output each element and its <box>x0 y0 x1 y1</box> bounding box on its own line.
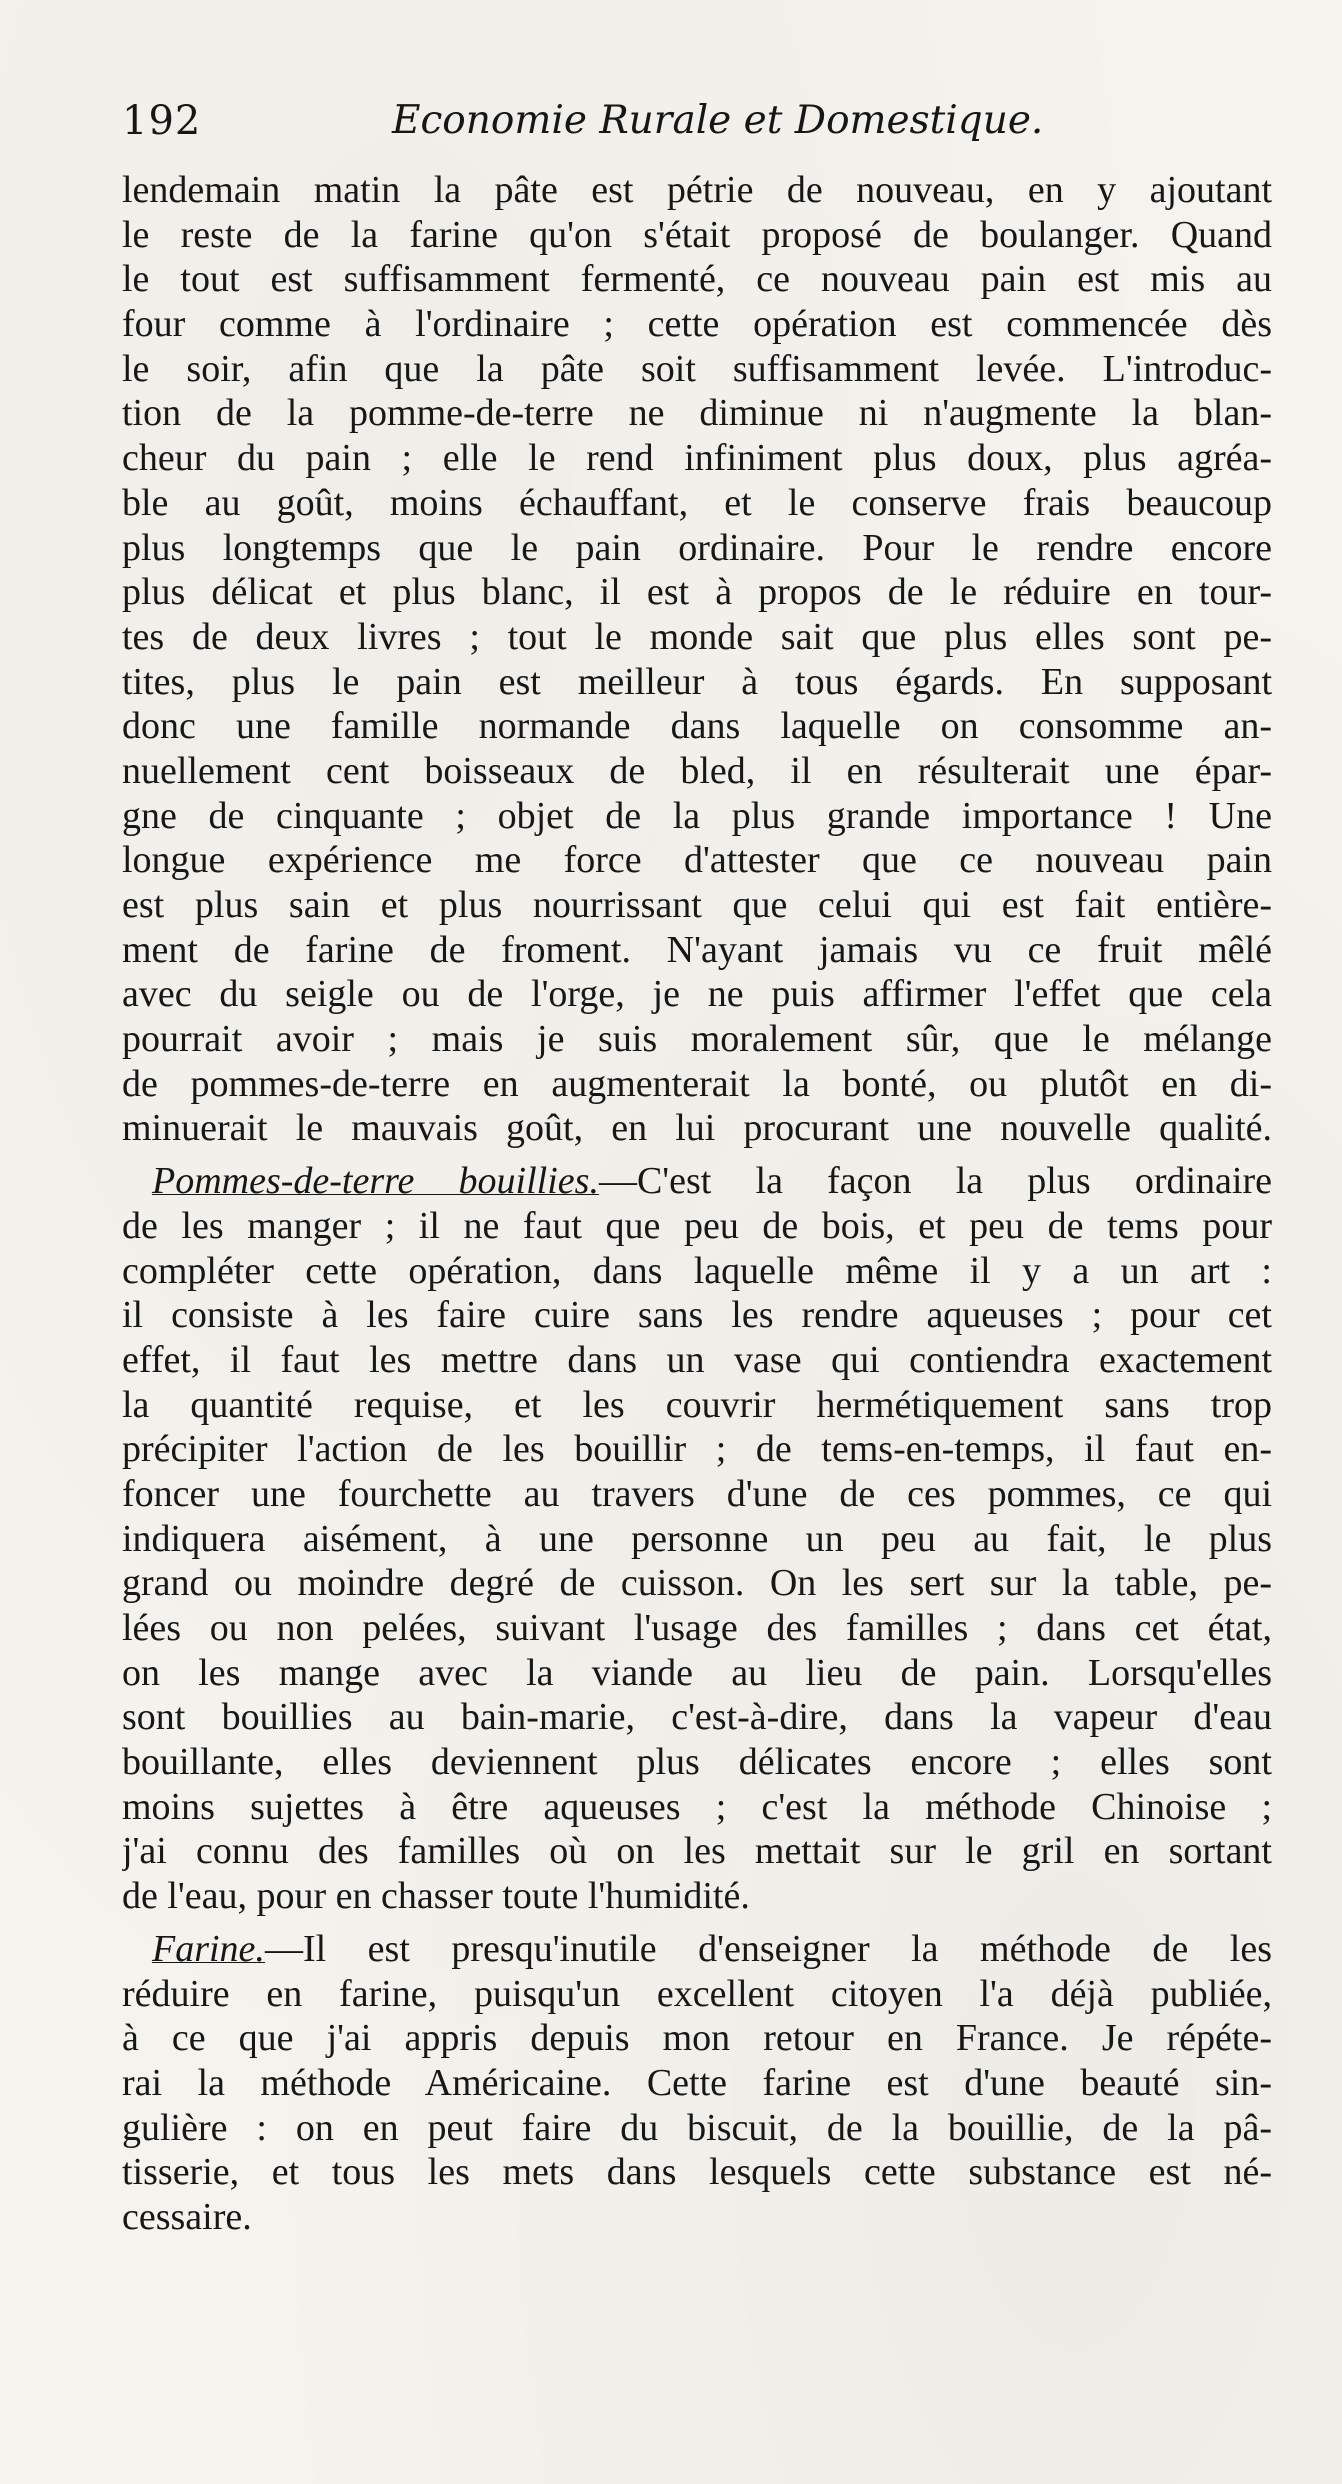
text-line: précipiter l'action de les bouillir ; de tems-en-temps, il faut en- <box>122 1428 1272 1471</box>
text-line: moins sujettes à être aqueuses ; c'est la méthode Chinoise ; <box>122 1785 1272 1828</box>
text-line: la quantité requise, et les couvrir hermétiquement sans trop <box>122 1383 1272 1426</box>
text-line: cessaire. <box>122 2195 252 2238</box>
text-run: —C'est la façon la plus ordinaire <box>598 1160 1272 1203</box>
text-line: grand ou moindre degré de cuisson. On les sert sur la table, pe- <box>122 1562 1272 1605</box>
text-line: gne de cinquante ; objet de la plus grande importance ! Une <box>122 794 1272 837</box>
text-line: pourrait avoir ; mais je suis moralement sûr, que le mélange <box>122 1018 1272 1061</box>
text-line: bouillante, elles deviennent plus délicates encore ; elles sont <box>122 1741 1272 1784</box>
text-line: donc une famille normande dans laquelle on consomme an- <box>122 705 1272 748</box>
paragraph-gap <box>122 1151 1272 1159</box>
text-line: est plus sain et plus nourrissant que celui qui est fait entière- <box>122 884 1272 926</box>
text-line: réduire en farine, puisqu'un excellent citoyen l'a déjà publiée, <box>122 1972 1272 2015</box>
text-line: on les mange avec la viande au lieu de pain. Lorsqu'elles <box>122 1651 1272 1694</box>
text-line <box>122 1927 1272 1972</box>
text-line: gulière : on en peut faire du biscuit, de la bouillie, de la pâ- <box>122 2106 1272 2149</box>
body-text <box>122 168 1272 2240</box>
text-line: foncer une fourchette au travers d'une de ces pommes, ce qui <box>122 1472 1272 1515</box>
text-run: —Il est presqu'inutile d'enseigner la méthode de les <box>264 1927 1272 1970</box>
text-line: le tout est suffisamment fermenté, ce nouveau pain est mis au <box>122 258 1272 301</box>
text-line <box>122 1159 1272 1204</box>
text-line: de les manger ; il ne faut que peu de bois, et peu de tems pour <box>122 1204 1272 1247</box>
section-heading-pommes-bouillies: Pommes-de-terre bouillies. <box>152 1160 599 1203</box>
text-line: le reste de la farine qu'on s'était proposé de boulanger. Quand <box>122 213 1272 256</box>
paragraph-gap <box>122 1919 1272 1927</box>
text-line: four comme à l'ordinaire ; cette opération est commencée dès <box>122 303 1272 346</box>
text-line: ble au goût, moins échauffant, et le conserve frais beaucoup <box>122 481 1272 524</box>
text-line: cheur du pain ; elle le rend infiniment plus doux, plus agréa- <box>122 437 1272 480</box>
text-line: indiquera aisément, à une personne un peu au fait, le plus <box>122 1517 1272 1560</box>
text-line: lées ou non pelées, suivant l'usage des familles ; dans cet état, <box>122 1607 1272 1649</box>
running-title: Economie Rurale et Domestique. <box>392 98 1044 143</box>
text-line: effet, il faut les mettre dans un vase qui contiendra exactement <box>122 1338 1272 1381</box>
text-line: lendemain matin la pâte est pétrie de nouveau, en y ajoutant <box>122 169 1272 211</box>
page-header <box>122 98 1272 158</box>
paragraph-bread-continuation <box>122 168 1272 1151</box>
text-line: tion de la pomme-de-terre ne diminue ni n'augmente la blan- <box>122 392 1272 435</box>
text-line: à ce que j'ai appris depuis mon retour en France. Je répéte- <box>122 2017 1272 2060</box>
text-line: compléter cette opération, dans laquelle même il y a un art : <box>122 1249 1272 1292</box>
text-line: plus longtemps que le pain ordinaire. Pour le rendre encore <box>122 526 1272 569</box>
text-line: ment de farine de froment. N'ayant jamais vu ce fruit mêlé <box>122 928 1272 971</box>
text-line: tes de deux livres ; tout le monde sait que plus elles sont pe- <box>122 615 1272 658</box>
text-line: tisserie, et tous les mets dans lesquels cette substance est né- <box>122 2151 1272 2194</box>
text-line: avec du seigle ou de l'orge, je ne puis affirmer l'effet que cela <box>122 973 1272 1016</box>
text-line: de l'eau, pour en chasser toute l'humidité. <box>122 1875 750 1918</box>
text-line: nuellement cent boisseaux de bled, il en résulterait une épar- <box>122 749 1272 792</box>
text-line: le soir, afin que la pâte soit suffisamment levée. L'introduc- <box>122 347 1272 390</box>
text-line: rai la méthode Américaine. Cette farine est d'une beauté sin- <box>122 2061 1272 2104</box>
page-number: 192 <box>122 98 202 144</box>
text-line: plus délicat et plus blanc, il est à propos de le réduire en tour- <box>122 571 1272 614</box>
paragraph-farine <box>122 1927 1272 2240</box>
text-line: sont bouillies au bain-marie, c'est-à-dire, dans la vapeur d'eau <box>122 1696 1272 1739</box>
text-line: j'ai connu des familles où on les mettait sur le gril en sortant <box>122 1830 1272 1873</box>
paragraph-pommes-bouillies <box>122 1159 1272 1919</box>
text-line: longue expérience me force d'attester que ce nouveau pain <box>122 839 1272 882</box>
text-line: tites, plus le pain est meilleur à tous égards. En supposant <box>122 660 1272 703</box>
text-line: de pommes-de-terre en augmenterait la bonté, ou plutôt en di- <box>122 1062 1272 1105</box>
section-heading-farine: Farine. <box>152 1927 265 1970</box>
text-line: minuerait le mauvais goût, en lui procurant une nouvelle qualité. <box>122 1107 1272 1150</box>
text-line: il consiste à les faire cuire sans les rendre aqueuses ; pour cet <box>122 1294 1272 1337</box>
